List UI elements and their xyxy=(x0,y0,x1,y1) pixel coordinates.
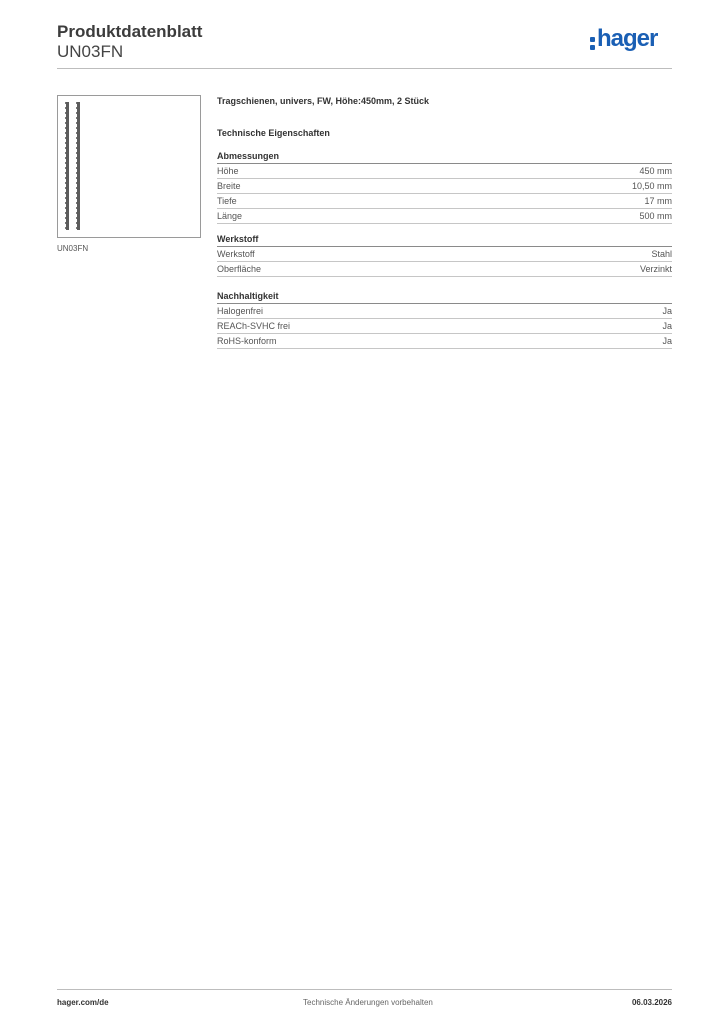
header-divider xyxy=(57,68,672,69)
image-caption: UN03FN xyxy=(57,244,89,253)
group-title-nachhaltigkeit: Nachhaltigkeit xyxy=(217,291,672,304)
property-row xyxy=(217,262,672,277)
product-image xyxy=(57,95,201,238)
property-value: 500 mm xyxy=(639,211,672,221)
logo-wordmark: hager xyxy=(597,25,658,52)
property-row xyxy=(217,164,672,179)
article-number: UN03FN xyxy=(57,42,124,61)
property-value: Stahl xyxy=(651,249,672,259)
property-value: Ja xyxy=(662,306,672,316)
property-row xyxy=(217,247,672,262)
property-value: Ja xyxy=(662,336,672,346)
din-rail-left-icon xyxy=(66,102,69,230)
product-description: Tragschienen, univers, FW, Höhe:450mm, 2 Stück xyxy=(217,96,430,106)
page-header xyxy=(57,20,672,70)
section-title: Technische Eigenschaften xyxy=(217,128,330,138)
property-row xyxy=(217,334,672,349)
footer-notice: Technische Änderungen vorbehalten xyxy=(303,998,433,1007)
website-link[interactable]: hager.com/de xyxy=(57,998,109,1007)
din-rail-right-icon xyxy=(77,102,80,230)
property-label: REACh-SVHC frei xyxy=(217,321,291,331)
technical-content xyxy=(217,96,672,349)
document-title: Produktdatenblatt xyxy=(57,22,203,41)
hager-logo xyxy=(590,25,672,58)
property-label: Länge xyxy=(217,211,243,221)
property-row xyxy=(217,304,672,319)
property-value: Ja xyxy=(662,321,672,331)
property-row xyxy=(217,209,672,224)
footer-date: 06.03.2026 xyxy=(631,998,672,1007)
property-label: Werkstoff xyxy=(217,249,255,259)
property-value: 10,50 mm xyxy=(631,181,672,191)
group-title-werkstoff: Werkstoff xyxy=(217,234,672,247)
property-value: Verzinkt xyxy=(639,264,672,274)
property-label: Tiefe xyxy=(217,196,237,206)
property-label: Höhe xyxy=(217,166,239,176)
property-label: Oberfläche xyxy=(217,264,262,274)
footer-divider xyxy=(57,989,672,990)
property-value: 17 mm xyxy=(644,196,672,206)
property-value: 450 mm xyxy=(639,166,672,176)
property-row xyxy=(217,319,672,334)
property-row xyxy=(217,179,672,194)
property-row xyxy=(217,194,672,209)
logo-dots-icon xyxy=(590,34,595,52)
property-label: RoHS-konform xyxy=(217,336,277,346)
page-footer xyxy=(57,998,672,1010)
property-label: Breite xyxy=(217,181,241,191)
group-title-abmessungen: Abmessungen xyxy=(217,151,672,164)
property-label: Halogenfrei xyxy=(217,306,264,316)
